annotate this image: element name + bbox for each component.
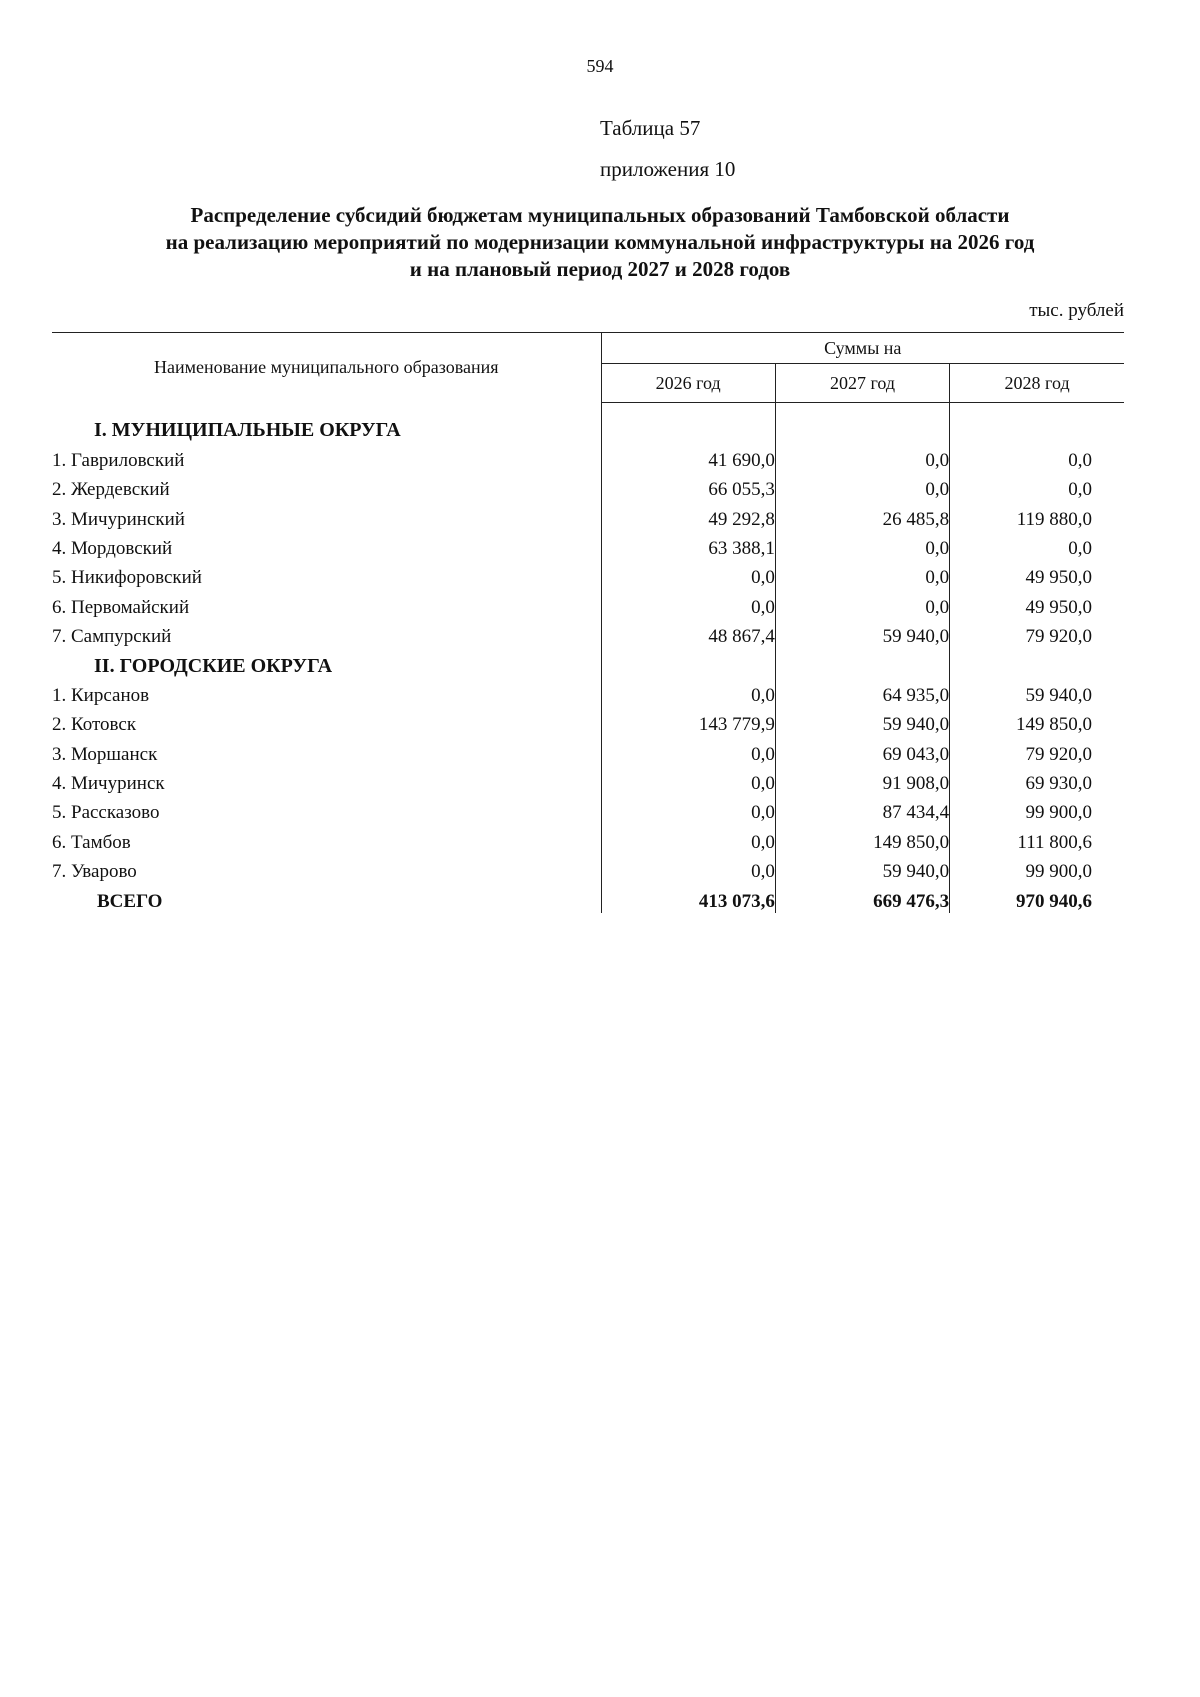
amount-2027: 59 940,0 bbox=[775, 854, 949, 883]
amount-2027: 26 485,8 bbox=[775, 501, 949, 530]
table-row bbox=[52, 678, 1124, 707]
amount-2028: 79 920,0 bbox=[1025, 743, 1092, 765]
year-2027-header: 2027 год bbox=[775, 364, 949, 403]
amount-2028: 0,0 bbox=[1068, 537, 1092, 559]
year-2026-header: 2026 год bbox=[601, 364, 775, 403]
amount-2028: 49 950,0 bbox=[1025, 567, 1092, 589]
municipality-name: 3. Мичуринский bbox=[52, 501, 601, 530]
page-number: 594 bbox=[586, 56, 614, 76]
amount-2027: 59 940,0 bbox=[775, 619, 949, 648]
amount-2026: 0,0 bbox=[601, 678, 775, 707]
subsidy-table-container bbox=[52, 332, 1124, 913]
amount-2028: 69 930,0 bbox=[1025, 773, 1092, 795]
amount-2027: 149 850,0 bbox=[775, 824, 949, 853]
municipality-name: 7. Сампурский bbox=[52, 619, 601, 648]
total-2027: 669 476,3 bbox=[775, 883, 949, 912]
amount-2026: 41 690,0 bbox=[601, 442, 775, 471]
amount-2026: 63 388,1 bbox=[601, 531, 775, 560]
total-row bbox=[52, 883, 1124, 912]
empty-cell bbox=[601, 403, 775, 443]
amount-2027: 0,0 bbox=[775, 531, 949, 560]
empty-cell bbox=[601, 648, 775, 677]
amount-2026: 0,0 bbox=[601, 824, 775, 853]
table-row bbox=[52, 560, 1124, 589]
amount-2027: 87 434,4 bbox=[775, 795, 949, 824]
municipality-name: 2. Котовск bbox=[52, 707, 601, 736]
municipality-name: 5. Никифоровский bbox=[52, 560, 601, 589]
amount-2028: 59 940,0 bbox=[1025, 684, 1092, 706]
table-body bbox=[52, 403, 1124, 913]
table-row bbox=[52, 736, 1124, 765]
amount-2027: 0,0 bbox=[775, 442, 949, 471]
empty-cell bbox=[775, 403, 949, 443]
total-2026: 413 073,6 bbox=[601, 883, 775, 912]
amount-2027: 91 908,0 bbox=[775, 766, 949, 795]
amount-2026: 49 292,8 bbox=[601, 501, 775, 530]
amount-2026: 0,0 bbox=[601, 560, 775, 589]
table-ref-appendix: приложения 10 bbox=[600, 157, 736, 181]
section-row bbox=[52, 403, 1124, 443]
amount-2026: 0,0 bbox=[601, 795, 775, 824]
amount-2027: 0,0 bbox=[775, 560, 949, 589]
table-row bbox=[52, 589, 1124, 618]
table-row bbox=[52, 619, 1124, 648]
units-label: тыс. рублей bbox=[1029, 300, 1124, 321]
amount-2028: 0,0 bbox=[1068, 449, 1092, 471]
total-2028: 970 940,6 bbox=[1016, 890, 1092, 912]
amount-2028: 99 900,0 bbox=[1025, 861, 1092, 883]
title-line-1: Распределение субсидий бюджетам муниципальных образований Тамбовской области bbox=[190, 203, 1010, 227]
table-row bbox=[52, 766, 1124, 795]
amount-2026: 143 779,9 bbox=[601, 707, 775, 736]
table-row bbox=[52, 795, 1124, 824]
table-row bbox=[52, 707, 1124, 736]
table-row bbox=[52, 472, 1124, 501]
sums-column-header: Суммы на bbox=[601, 333, 1124, 364]
empty-cell bbox=[775, 648, 949, 677]
municipality-name: 6. Тамбов bbox=[52, 824, 601, 853]
municipality-name: 4. Мичуринск bbox=[52, 766, 601, 795]
table-row bbox=[52, 854, 1124, 883]
amount-2026: 0,0 bbox=[601, 736, 775, 765]
table-ref-number: Таблица 57 bbox=[600, 116, 701, 140]
amount-2027: 69 043,0 bbox=[775, 736, 949, 765]
subsidy-table bbox=[52, 332, 1124, 913]
municipality-name: 3. Моршанск bbox=[52, 736, 601, 765]
amount-2028: 0,0 bbox=[1068, 479, 1092, 501]
amount-2026: 48 867,4 bbox=[601, 619, 775, 648]
amount-2028: 99 900,0 bbox=[1025, 802, 1092, 824]
table-row bbox=[52, 824, 1124, 853]
amount-2028: 111 800,6 bbox=[1017, 831, 1092, 853]
title-line-2: на реализацию мероприятий по модернизации коммунальной инфраструктуры на 2026 год bbox=[165, 230, 1035, 254]
amount-2026: 0,0 bbox=[601, 766, 775, 795]
municipality-name: 4. Мордовский bbox=[52, 531, 601, 560]
municipality-name: 1. Кирсанов bbox=[52, 678, 601, 707]
table-row bbox=[52, 501, 1124, 530]
name-column-header: Наименование муниципального образования bbox=[52, 333, 601, 403]
table-header bbox=[52, 333, 1124, 403]
amount-2026: 66 055,3 bbox=[601, 472, 775, 501]
municipality-name: 1. Гавриловский bbox=[52, 442, 601, 471]
amount-2028: 149 850,0 bbox=[1016, 714, 1092, 736]
document-title bbox=[60, 202, 1140, 283]
total-label: ВСЕГО bbox=[52, 883, 601, 912]
section-title: I. МУНИЦИПАЛЬНЫЕ ОКРУГА bbox=[52, 403, 601, 443]
table-row bbox=[52, 531, 1124, 560]
municipality-name: 2. Жердевский bbox=[52, 472, 601, 501]
municipality-name: 7. Уварово bbox=[52, 854, 601, 883]
amount-2027: 64 935,0 bbox=[775, 678, 949, 707]
amount-2027: 0,0 bbox=[775, 589, 949, 618]
section-row bbox=[52, 648, 1124, 677]
amount-2028: 79 920,0 bbox=[1025, 626, 1092, 648]
title-line-3: и на плановый период 2027 и 2028 годов bbox=[409, 257, 791, 281]
municipality-name: 5. Рассказово bbox=[52, 795, 601, 824]
section-title: II. ГОРОДСКИЕ ОКРУГА bbox=[52, 648, 601, 677]
amount-2026: 0,0 bbox=[601, 854, 775, 883]
empty-cell bbox=[950, 648, 1124, 677]
amount-2027: 0,0 bbox=[775, 472, 949, 501]
amount-2028: 119 880,0 bbox=[1016, 508, 1092, 530]
amount-2026: 0,0 bbox=[601, 589, 775, 618]
table-row bbox=[52, 442, 1124, 471]
year-2028-header: 2028 год bbox=[950, 364, 1124, 403]
amount-2027: 59 940,0 bbox=[775, 707, 949, 736]
municipality-name: 6. Первомайский bbox=[52, 589, 601, 618]
amount-2028: 49 950,0 bbox=[1025, 596, 1092, 618]
empty-cell bbox=[950, 403, 1124, 443]
